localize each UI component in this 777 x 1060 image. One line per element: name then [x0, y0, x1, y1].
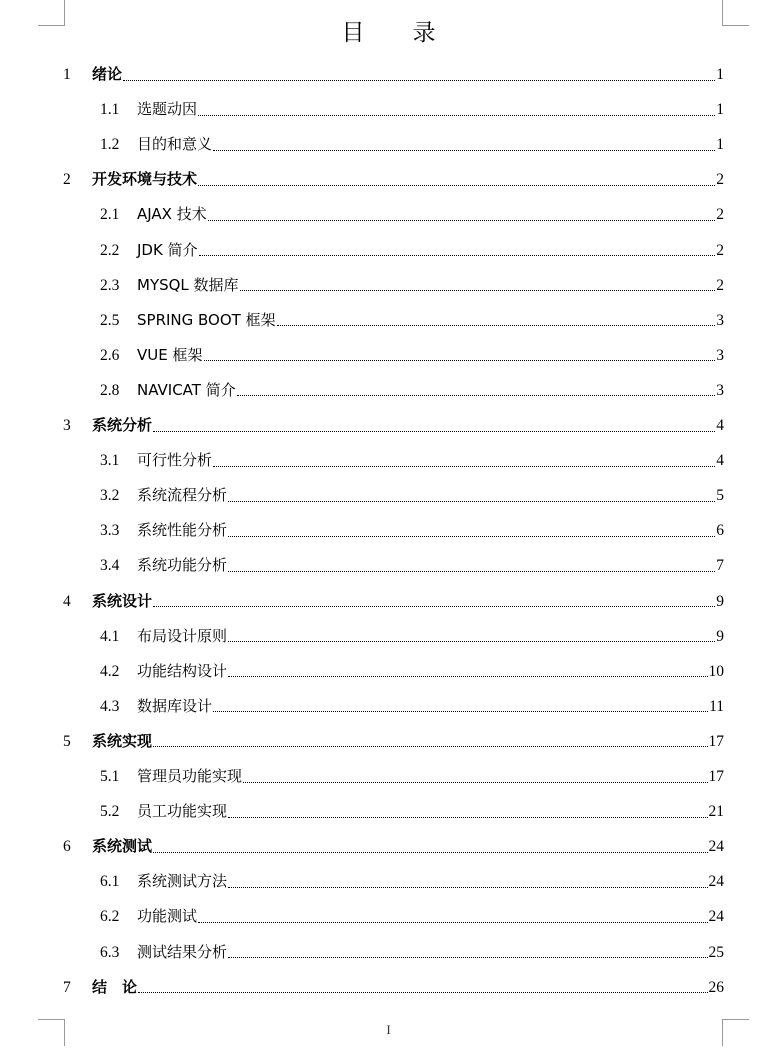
dot-leader [123, 79, 715, 81]
toc-entry-label: 员工功能实现 [137, 802, 228, 821]
toc-entry-label: 系统测试方法 [137, 872, 228, 891]
toc-entry-number: 6 [63, 838, 71, 856]
toc-entry-number: 1.1 [100, 101, 120, 119]
toc-entry-page: 1 [716, 66, 724, 83]
dot-leader [228, 535, 715, 537]
toc-entry-label: SPRING BOOT 框架 [137, 310, 276, 329]
toc-entry-label: 可行性分析 [137, 451, 213, 470]
toc-entry-label: 系统设计 [92, 591, 153, 610]
toc-entry-page: 21 [708, 803, 724, 821]
toc-entry-page: 2 [716, 171, 724, 189]
toc-entry-label: 目的和意义 [137, 135, 213, 154]
dot-leader [237, 394, 716, 396]
toc-entry-number: 7 [63, 978, 71, 996]
toc-entry-number: 1 [63, 66, 71, 83]
toc-entry-label: JDK 简介 [137, 240, 198, 259]
dot-leader [199, 254, 716, 256]
toc-entry-page: 24 [708, 908, 724, 926]
dot-leader [153, 851, 707, 853]
toc-entry-number: 6.3 [100, 943, 120, 961]
toc-entry[interactable] [100, 864, 724, 899]
toc-entry-label: VUE 框架 [137, 345, 203, 364]
toc-entry-page: 24 [708, 838, 724, 856]
toc-entry-page: 2 [716, 241, 724, 259]
toc-entry-page: 6 [716, 522, 724, 540]
dot-leader [228, 816, 707, 818]
toc-entry-label: 系统实现 [92, 731, 153, 750]
page-title [0, 16, 777, 50]
dot-leader [204, 359, 716, 361]
dot-leader [213, 710, 708, 712]
toc-entry-label: 测试结果分析 [137, 942, 228, 961]
toc-entry-number: 2.8 [100, 381, 120, 399]
toc-entry-page: 2 [716, 206, 724, 224]
toc-entry-page: 11 [709, 697, 724, 715]
toc-entry[interactable] [100, 373, 724, 408]
toc-entry-page: 1 [716, 101, 724, 119]
toc-entry-label: 功能结构设计 [137, 661, 228, 680]
toc-entry[interactable] [100, 654, 724, 689]
toc-entry-label: 系统流程分析 [137, 486, 228, 505]
toc-entry-number: 3.3 [100, 522, 120, 540]
toc-entry-page: 3 [716, 311, 724, 329]
toc-entry-number: 5 [63, 732, 71, 750]
toc-entry-number: 6.2 [100, 908, 120, 926]
dot-leader [213, 465, 715, 467]
toc-entry-page: 9 [716, 592, 724, 610]
toc-entry-label: 选题动因 [137, 100, 198, 119]
toc-entry-number: 3 [63, 417, 71, 434]
toc-entry-page: 17 [708, 732, 724, 750]
toc-entry-number: 2 [63, 171, 71, 189]
dot-leader [277, 324, 716, 326]
toc-entry-label: 结 论 [92, 977, 138, 996]
toc-entry-number: 2.3 [100, 276, 120, 294]
toc-entry-label: 开发环境与技术 [92, 170, 198, 189]
toc-entry-page: 7 [716, 557, 724, 575]
toc-entry-number: 3.4 [100, 557, 120, 575]
toc-entry-number: 5.2 [100, 803, 120, 821]
toc-entry[interactable] [100, 619, 724, 654]
toc-entry[interactable] [100, 303, 724, 338]
page-title-char-1: 目 [341, 20, 365, 46]
toc-entry-page: 9 [716, 627, 724, 645]
toc-entry[interactable] [63, 970, 724, 1005]
toc-entry-label: 系统功能分析 [137, 556, 228, 575]
toc-entry[interactable] [100, 92, 724, 127]
toc-entry-number: 2.6 [100, 346, 120, 364]
toc-entry[interactable] [100, 899, 724, 934]
toc-entry[interactable] [100, 513, 724, 548]
toc-entry-page: 4 [716, 452, 724, 470]
toc-entry[interactable] [100, 794, 724, 829]
toc-entry-label: 管理员功能实现 [137, 767, 243, 785]
dot-leader [228, 570, 715, 572]
footer-page-number: I [386, 1022, 391, 1037]
dot-leader [213, 149, 715, 151]
dot-leader [228, 640, 715, 642]
dot-leader [153, 605, 715, 607]
toc-entry-page: 3 [716, 346, 724, 364]
toc-entry-label: 数据库设计 [137, 696, 213, 715]
toc-entry[interactable] [63, 57, 724, 92]
toc-entry[interactable] [63, 162, 724, 197]
dot-leader [198, 114, 715, 116]
toc-entry-number: 5.1 [100, 768, 120, 785]
toc-entry[interactable] [100, 197, 724, 232]
toc-entry[interactable] [63, 408, 724, 443]
toc-entry[interactable] [63, 829, 724, 864]
toc-entry[interactable] [100, 548, 724, 583]
toc-entry-label: 系统测试 [92, 837, 153, 856]
toc-entry[interactable] [100, 233, 724, 268]
toc-entry-number: 6.1 [100, 873, 120, 891]
toc-entry-number: 4.3 [100, 697, 120, 715]
toc-entry-number: 1.2 [100, 136, 120, 154]
toc-entry-label: 系统分析 [92, 416, 153, 434]
toc-entry-number: 2.2 [100, 241, 120, 259]
dot-leader [228, 956, 707, 958]
dot-leader [153, 430, 715, 432]
toc-entry-number: 4 [63, 592, 71, 610]
toc-entry-label: MYSQL 数据库 [137, 275, 239, 294]
toc-entry-page: 1 [716, 136, 724, 154]
toc-entry[interactable] [100, 443, 724, 478]
toc-entry-number: 3.1 [100, 452, 120, 470]
dot-leader [240, 289, 716, 291]
toc-entry-label: 系统性能分析 [137, 521, 228, 540]
dot-leader [198, 184, 715, 186]
toc-entry[interactable] [100, 127, 724, 162]
toc-entry-page: 26 [708, 978, 724, 996]
toc-entry[interactable] [63, 584, 724, 619]
toc-entry-page: 2 [716, 276, 724, 294]
dot-leader [228, 886, 707, 888]
toc-entry-number: 4.2 [100, 662, 120, 680]
dot-leader [228, 500, 715, 502]
toc-entry-page: 17 [708, 768, 724, 785]
toc-entry[interactable] [63, 724, 724, 759]
toc-entry-number: 4.1 [100, 627, 120, 645]
toc-entry[interactable] [100, 759, 724, 794]
toc-entry-label: 布局设计原则 [137, 626, 228, 645]
page-title-char-2: 录 [412, 20, 436, 46]
dot-leader [208, 219, 716, 221]
toc-entry[interactable] [100, 478, 724, 513]
toc-entry-number: 2.1 [100, 206, 120, 224]
toc-entry-page: 3 [716, 381, 724, 399]
toc-entry[interactable] [100, 935, 724, 970]
dot-leader [243, 781, 707, 783]
dot-leader [228, 675, 707, 677]
toc-entry-label: NAVICAT 简介 [137, 380, 236, 399]
toc-entry[interactable] [100, 268, 724, 303]
toc-entry-page: 10 [708, 662, 724, 680]
dot-leader [198, 921, 707, 923]
toc-entry-label: 功能测试 [137, 907, 198, 926]
dot-leader [153, 745, 707, 747]
toc-entry-page: 25 [708, 943, 724, 961]
toc-entry-page: 5 [716, 487, 724, 505]
toc-entry[interactable] [100, 689, 724, 724]
toc-entry[interactable] [100, 338, 724, 373]
dot-leader [138, 991, 707, 993]
toc-entry-number: 3.2 [100, 487, 120, 505]
toc-entry-number: 2.5 [100, 311, 120, 329]
toc-entry-page: 4 [716, 417, 724, 434]
toc-entry-label: 绪论 [92, 65, 123, 83]
toc-entry-label: AJAX 技术 [137, 205, 207, 224]
toc-entry-page: 24 [708, 873, 724, 891]
